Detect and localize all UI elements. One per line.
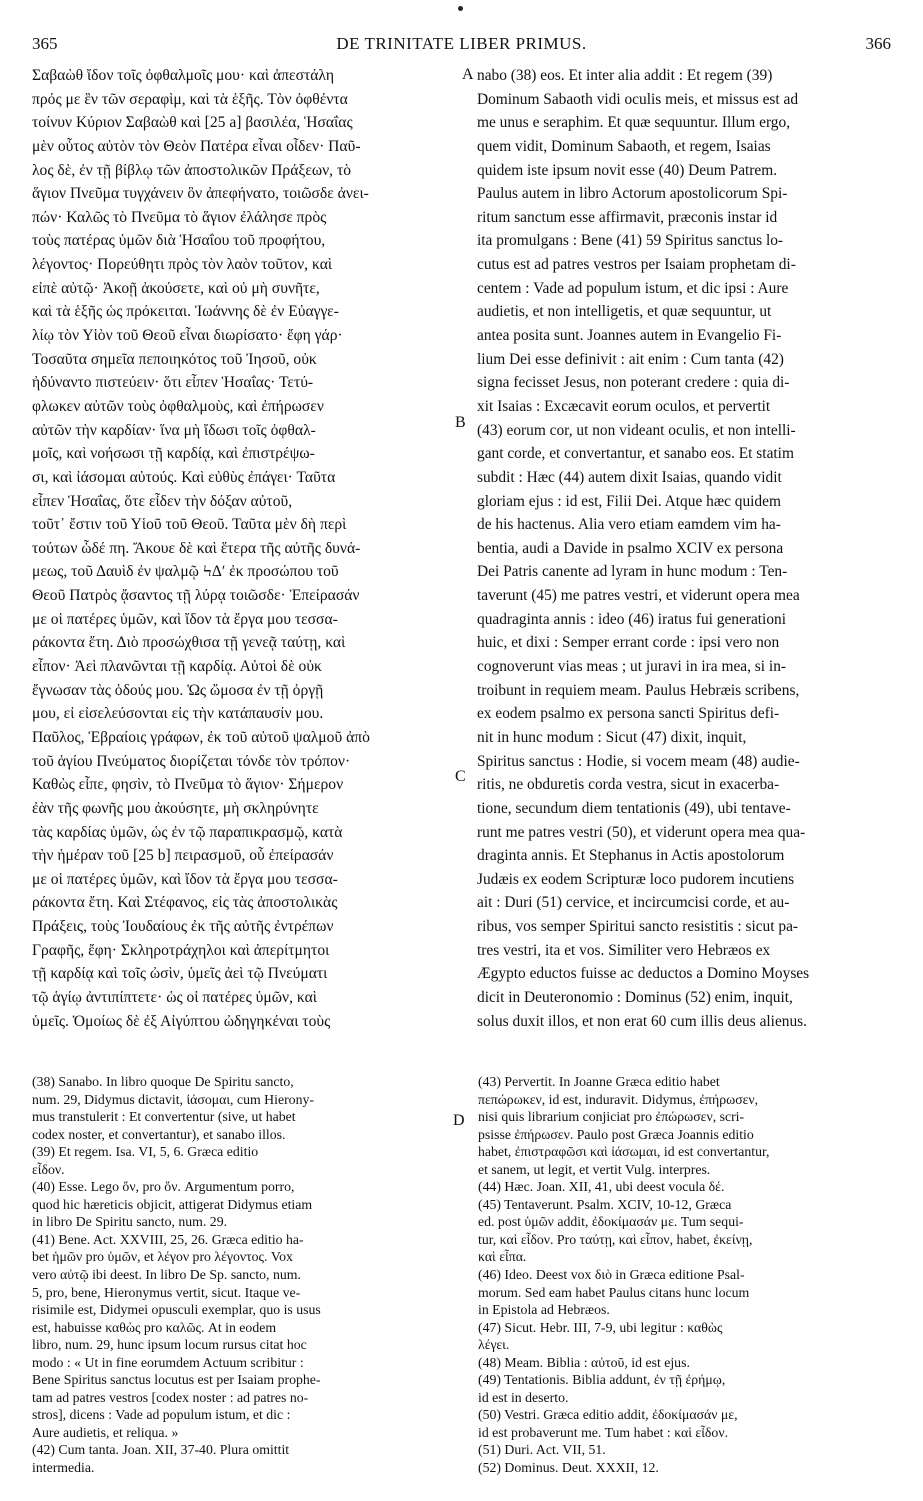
- greek-text-line: μου, εἰ εἰσελεύσονται εἰς τὴν κατάπαυσίν μου.: [32, 705, 324, 723]
- greek-text-line: σι, καὶ ἰάσομαι αὐτούς. Καὶ εὐθὺς ἐπάγει· Ταῦτα: [32, 468, 336, 486]
- footnote-line: (43) Pervertit. In Joanne Græca editio habet: [478, 1074, 720, 1089]
- latin-text-line: antea posita sunt. Joannes autem in Evangelio Fi-: [477, 327, 782, 345]
- footnote-line: πεπώρωκεν, id est, induravit. Didymus, ἐπήρωσεν,: [478, 1091, 759, 1107]
- running-header: [32, 34, 891, 56]
- footnote-line: (38) Sanabo. In libro quoque De Spiritu sancto,: [32, 1074, 294, 1089]
- latin-text-line: centem : Vade ad populum istum, et dic ipsi : Aure: [477, 279, 789, 297]
- footnote-line: morum. Sed eam habet Paulus citans hunc locum: [478, 1284, 750, 1300]
- greek-text-line: μεως, τοῦ Δαυὶδ ἐν ψαλμῷ ϞΔʹ ἐκ προσώπου τοῦ: [32, 563, 339, 581]
- latin-text-line: nit in hunc modum : Sicut (47) dixit, inquit,: [477, 728, 747, 746]
- footnote-line: in Epistola ad Hebræos.: [478, 1302, 610, 1318]
- footnote-line: in libro De Spiritu sancto, num. 29.: [32, 1214, 228, 1230]
- margin-marker-a: A: [462, 66, 474, 83]
- latin-text-line: ritum sanctum esse affirmavit, præconis instar id: [477, 208, 778, 226]
- footnote-line: risimile est, Didymei opusculi exemplar, quo is usus: [32, 1302, 321, 1318]
- latin-text-line: signa fecisset Jesus, non poterant credere : quia di-: [477, 374, 790, 392]
- greek-text-line: φλωκεν αὐτῶν τοὺς ὀφθαλμοὺς, καὶ ἐπήρωσεν: [32, 397, 324, 415]
- greek-text-line: μοῖς, καὶ νοήσωσι τῇ καρδίᾳ, καὶ ἐπιστρέψω-: [32, 445, 315, 463]
- latin-text-line: solus duxit illos, et non erat 60 cum illis deus alienus.: [477, 1012, 808, 1030]
- greek-text-line: Παῦλος, Ἑβραίοις γράφων, ἐκ τοῦ αὐτοῦ ψαλμοῦ ἀπὸ: [32, 728, 370, 746]
- footnote-line: λέγει.: [478, 1337, 510, 1353]
- greek-text-line: τοῦτ᾽ ἔστιν τοῦ Υἱοῦ τοῦ Θεοῦ. Ταῦτα μὲν δὴ περὶ: [32, 516, 347, 534]
- footnote-line: libro, num. 29, hunc ipsum locum rursus citat hoc: [32, 1337, 307, 1353]
- greek-text-line: πρός με ἓν τῶν σεραφὶμ, καὶ τὰ ἑξῆς. Τὸν ὀφθέντα: [32, 90, 348, 108]
- latin-text-line: huic, et dixi : Semper errant corde : ipsi vero non: [477, 634, 780, 652]
- running-title: DE TRINITATE LIBER PRIMUS.: [336, 34, 587, 53]
- latin-text-line: ritis, ne obduretis corda vestra, sicut in exacerba-: [477, 776, 780, 794]
- footnotes-left: [32, 1073, 454, 1477]
- footnote-line: (44) Hæc. Joan. XII, 41, ubi deest vocula δέ.: [478, 1179, 725, 1195]
- footnote-line: nisi quis librarium conjiciat pro ἐπώρωσεν, scri-: [478, 1109, 745, 1125]
- greek-text-line: με οἱ πατέρες ὑμῶν, καὶ ἴδον τὰ ἔργα μου τεσσα-: [32, 870, 338, 888]
- latin-text-line: quadraginta annis : ideo (46) iratus fui generationi: [477, 610, 787, 628]
- footnote-line: (46) Ideo. Deest vox διὸ in Græca editione Psal-: [478, 1267, 745, 1283]
- greek-text-line: τὴν ἡμέραν τοῦ [25 b] πειρασμοῦ, οὗ ἐπείρασάν: [32, 847, 334, 865]
- latin-text-line: dicit in Deuteronomio : Dominus (52) enim, inquit,: [477, 988, 793, 1006]
- footnote-line: id est in deserto.: [478, 1389, 569, 1405]
- latin-text-line: quem vidit, Dominum Sabaoth, et regem, Isaias: [477, 137, 771, 155]
- footnote-line: stros], dicens : Vade ad populum istum, et dic :: [32, 1407, 291, 1423]
- footnote-line: Aure audietis, et reliqua. »: [32, 1424, 179, 1440]
- latin-text-line: taverunt (45) me patres vestri, et viderunt opera mea: [477, 587, 800, 605]
- latin-text-line: (43) eorum cor, ut non videant oculis, et non intelli-: [477, 421, 796, 439]
- margin-marker-b: B: [455, 414, 466, 431]
- greek-text-line: εἶπον· Ἀεὶ πλανῶνται τῇ καρδίᾳ. Αὐτοὶ δὲ οὐκ: [32, 658, 322, 676]
- latin-text-line: quidem iste ipsum novit esse (40) Deum Patrem.: [477, 161, 778, 179]
- footnote-line: tur, καὶ εἶδον. Pro ταύτῃ, καὶ εἶπον, habet, ἐκείνῃ,: [478, 1231, 753, 1247]
- latin-text-line: troibunt in requiem meam. Paulus Hebræis scribens,: [477, 681, 800, 699]
- greek-text-line: ἐὰν τῆς φωνῆς μου ἀκούσητε, μὴ σκληρύνητε: [32, 799, 319, 817]
- latin-text-line: runt me patres vestri (50), et viderunt opera mea qua-: [477, 823, 806, 841]
- latin-text-line: me unus e seraphim. Et quæ sequuntur. Illum ergo,: [477, 114, 791, 132]
- greek-text-line: ἔγνωσαν τὰς ὁδούς μου. Ὡς ὤμοσα ἐν τῇ ὀργῇ: [32, 681, 324, 699]
- footnote-line: modo : « Ut in fine eorumdem Actuum scribitur :: [32, 1354, 304, 1370]
- footnote-line: εἶδον.: [32, 1161, 65, 1177]
- greek-text-line: Πράξεις, τοὺς Ἰουδαίους ἐκ τῆς αὐτῆς ἐντρέπων: [32, 918, 334, 936]
- latin-text-line: lium Dei esse definivit : ait enim : Cum tanta (42): [477, 350, 784, 368]
- greek-text-line: Γραφῆς, ἔφη· Σκληροτράχηλοι καὶ ἀπερίτμητοι: [32, 941, 330, 959]
- greek-text-line: Τοσαῦτα σημεῖα πεποιηκότος τοῦ Ἰησοῦ, οὐκ: [32, 350, 317, 368]
- greek-text-line: καὶ τὰ ἑξῆς ὡς πρόκειται. Ἰωάννης δὲ ἐν Εὐαγγε-: [32, 303, 339, 321]
- greek-text-line: μὲν οὗτος αὐτὸν τὸν Θεὸν Πατέρα εἶναι οἶδεν· Παῦ-: [32, 137, 361, 155]
- greek-text-line: αὐτῶν τὴν καρδίαν· ἵνα μὴ ἴδωσι τοῖς ὀφθαλ-: [32, 421, 316, 439]
- greek-text-line: λος δὲ, ἐν τῇ βίβλῳ τῶν ἀποστολικῶν Πράξεων, τὸ: [32, 161, 352, 179]
- footnote-line: (42) Cum tanta. Joan. XII, 37-40. Plura omittit: [32, 1442, 290, 1458]
- greek-text-line: τοὺς πατέρας ὑμῶν διὰ Ἡσαΐου τοῦ προφήτου,: [32, 232, 326, 250]
- latin-text-line: ribus, vos semper Spiritui sancto resistitis : sicut pa-: [477, 918, 799, 936]
- footnote-line: id est probaverunt me. Tum habet : καὶ εἶδον.: [478, 1424, 729, 1440]
- footnote-line: (41) Bene. Act. XXVIII, 25, 26. Græca editio ha-: [32, 1231, 304, 1247]
- greek-text-column: [32, 64, 457, 1033]
- footnote-line: tam ad patres vestros [codex noster : ad patres no-: [32, 1389, 309, 1405]
- footnote-line: (39) Et regem. Isa. VI, 5, 6. Græca editio: [32, 1144, 259, 1160]
- greek-text-line: ἅγιον Πνεῦμα τυγχάνειν ὃν ἀπεφήνατο, τοιῶσδε ἀνει-: [32, 185, 369, 203]
- greek-text-line: με οἱ πατέρες ὑμῶν, καὶ ἴδον τὰ ἔργα μου τεσσα-: [32, 610, 338, 628]
- top-dot-mark: [458, 6, 463, 11]
- latin-text-line: ita promulgans : Bene (41) 59 Spiritus sanctus lo-: [477, 232, 784, 250]
- latin-text-line: gloriam ejus : id est, Filii Dei. Atque hæc quidem: [477, 492, 781, 510]
- greek-text-line: εἶπεν Ἡσαΐας, ὅτε εἶδεν τὴν δόξαν αὐτοῦ,: [32, 492, 293, 510]
- latin-text-line: Ægypto eductos fuisse ac deductos a Domino Moyses: [477, 965, 810, 983]
- footnote-line: (50) Vestri. Græca editio addit, ἐδοκίμασάν με,: [478, 1407, 738, 1423]
- page-number-right: 366: [865, 34, 891, 53]
- greek-text-line: Καθὼς εἶπε, φησὶν, τὸ Πνεῦμα τὸ ἅγιον· Σήμερον: [32, 776, 344, 794]
- greek-text-line: ράκοντα ἔτη. Διὸ προσώχθισα τῇ γενεᾷ ταύτῃ, καὶ: [32, 634, 346, 652]
- footnote-line: vero αὐτῷ ibi deest. In libro De Sp. sancto, num.: [32, 1267, 301, 1283]
- latin-text-line: Dominum Sabaoth vidi oculis meis, et missus est ad: [477, 90, 799, 108]
- page-number-left: 365: [32, 34, 58, 53]
- latin-text-line: Paulus autem in libro Actorum apostolicorum Spi-: [477, 185, 788, 203]
- greek-text-line: εἰπὲ αὐτῷ· Ἀκοῇ ἀκούσετε, καὶ οὐ μὴ συνῆτε,: [32, 279, 320, 297]
- latin-text-line: subdit : Hæc (44) autem dixit Isaias, quando vidit: [477, 468, 782, 486]
- footnote-line: est, habuisse καθὼς pro καλῶς. At in eodem: [32, 1319, 277, 1335]
- latin-text-line: cognoverunt vias meas ; ut juravi in ira mea, si in-: [477, 658, 787, 676]
- footnote-line: num. 29, Didymus dictavit, ἰάσομαι, cum Hierony-: [32, 1091, 314, 1107]
- latin-text-line: Spiritus sanctus : Hodie, si vocem meam (48) audie-: [477, 752, 800, 770]
- greek-text-line: ὑμεῖς. Ὁμοίως δὲ ἐξ Αἰγύπτου ὠδηγηκέναι τοὺς: [32, 1012, 331, 1030]
- footnotes-right: [478, 1073, 888, 1477]
- footnote-line: intermedia.: [32, 1460, 95, 1476]
- footnote-line: (51) Duri. Act. VII, 51.: [478, 1442, 606, 1458]
- footnote-line: et sanem, ut legit, et vertit Vulg. interpres.: [478, 1161, 711, 1177]
- footnote-line: 5, pro, bene, Hieronymus vertit, sicut. Itaque ve-: [32, 1284, 301, 1300]
- latin-text-line: Dei Patris canente ad lyram in hunc modum : Ten-: [477, 563, 788, 581]
- footnote-line: (52) Dominus. Deut. XXXII, 12.: [478, 1460, 659, 1476]
- latin-text-line: ex eodem psalmo ex persona sancti Spiritus defi-: [477, 705, 780, 723]
- footnote-line: (47) Sicut. Hebr. III, 7-9, ubi legitur : καθὼς: [478, 1319, 723, 1335]
- latin-text-line: cutus est ad patres vestros per Isaiam prophetam di-: [477, 256, 796, 274]
- footnote-line: Bene Spiritus sanctus locutus est per Isaiam prophe-: [32, 1372, 321, 1388]
- latin-text-line: audietis, et non intelligetis, et quæ sequuntur, ut: [477, 303, 772, 321]
- footnote-line: bet ἡμῶν pro ὑμῶν, et λέγον pro λέγοντος. Vox: [32, 1249, 293, 1265]
- footnote-line: quod hic hæreticis objicit, attigerat Didymus etiam: [32, 1196, 313, 1212]
- latin-text-line: tione, secundum diem tentationis (49), ubi tentave-: [477, 799, 791, 817]
- latin-text-line: de his hactenus. Alia vero etiam eamdem vim ha-: [477, 516, 781, 534]
- margin-marker-d: D: [453, 1112, 465, 1129]
- latin-text-line: Judæis ex eodem Scripturæ loco pudorem incutiens: [477, 870, 795, 888]
- footnote-line: (45) Tentaverunt. Psalm. XCIV, 10-12, Græca: [478, 1196, 732, 1212]
- footnote-line: mus transtulerit : Et convertentur (sive, ut habet: [32, 1109, 296, 1125]
- greek-text-line: τῷ ἁγίῳ ἀντιπίπτετε· ὡς οἱ πατέρες ὑμῶν, καὶ: [32, 988, 317, 1006]
- greek-text-line: πών· Καλῶς τὸ Πνεῦμα τὸ ἅγιον ἐλάλησε πρὸς: [32, 208, 327, 226]
- footnote-line: (48) Meam. Biblia : αὐτοῦ, id est ejus.: [478, 1354, 690, 1370]
- latin-text-column: [477, 64, 889, 1033]
- greek-text-line: ἠδύναντο πιστεύειν· ὅτι εἶπεν Ἡσαΐας· Τετύ-: [32, 374, 314, 392]
- latin-text-line: xit Isaias : Excæcavit eorum oculos, et pervertit: [477, 397, 771, 415]
- greek-text-line: λίῳ τὸν Υἱὸν τοῦ Θεοῦ εἶναι διωρίσατο· ἔφη γάρ·: [32, 327, 343, 345]
- greek-text-line: τούτων ὧδέ πη. Ἄκουε δὲ καὶ ἕτερα τῆς αὐτῆς δυνά-: [32, 539, 361, 557]
- greek-text-line: Σαβαὼθ ἴδον τοῖς ὀφθαλμοῖς μου· καὶ ἀπεστάλη: [32, 67, 334, 84]
- latin-text-line: draginta annis. Et Stephanus in Actis apostolorum: [477, 847, 785, 865]
- footnote-line: psisse ἐπήρωσεν. Paulo post Græca Joannis editio: [478, 1126, 754, 1142]
- latin-text-line: gant corde, et convertantur, et sanabo eos. Et statim: [477, 445, 794, 463]
- footnote-line: (49) Tentationis. Biblia addunt, ἐν τῇ ἐρήμῳ,: [478, 1372, 726, 1388]
- latin-text-line: bentia, audi a Davide in psalmo XCIV ex persona: [477, 539, 784, 557]
- margin-marker-c: C: [455, 768, 466, 785]
- greek-text-line: τὰς καρδίας ὑμῶν, ὡς ἐν τῷ παραπικρασμῷ, κατὰ: [32, 823, 343, 841]
- greek-text-line: ράκοντα ἔτη. Καὶ Στέφανος, εἰς τὰς ἀποστολικὰς: [32, 894, 338, 912]
- greek-text-line: λέγοντος· Πορεύθητι πρὸς τὸν λαὸν τοῦτον, καὶ: [32, 256, 333, 274]
- footnote-line: codex noster, et convertantur), et sanabo illos.: [32, 1126, 286, 1142]
- greek-text-line: τῇ καρδίᾳ καὶ τοῖς ὠσὶν, ὑμεῖς ἀεὶ τῷ Πνεύματι: [32, 965, 328, 983]
- greek-text-line: τοίνυν Κύριον Σαβαὼθ καὶ [25 a] βασιλέα, Ἡσαΐας: [32, 114, 353, 132]
- greek-text-line: Θεοῦ Πατρὸς ᾄσαντος τῇ λύρᾳ τοιῶσδε· Ἐπείρασάν: [32, 587, 360, 605]
- latin-text-line: tres vestri, ita et vos. Similiter vero Hebræos ex: [477, 941, 771, 959]
- footnote-line: habet, ἐπιστραφῶσι καὶ ἰάσωμαι, id est convertantur,: [478, 1144, 770, 1160]
- latin-text-line: ait : Duri (51) cervice, et incircumcisi corde, et au-: [477, 894, 790, 912]
- latin-text-line: nabo (38) eos. Et inter alia addit : Et regem (39): [477, 67, 773, 84]
- footnote-line: καὶ εἶπα.: [478, 1249, 527, 1265]
- footnote-line: ed. post ὑμῶν addit, ἐδοκίμασάν με. Tum sequi-: [478, 1214, 744, 1230]
- greek-text-line: τοῦ ἁγίου Πνεύματος διορίζεται τόνδε τὸν τρόπον·: [32, 752, 351, 770]
- footnote-line: (40) Esse. Lego ὄν, pro ὅν. Argumentum porro,: [32, 1179, 295, 1195]
